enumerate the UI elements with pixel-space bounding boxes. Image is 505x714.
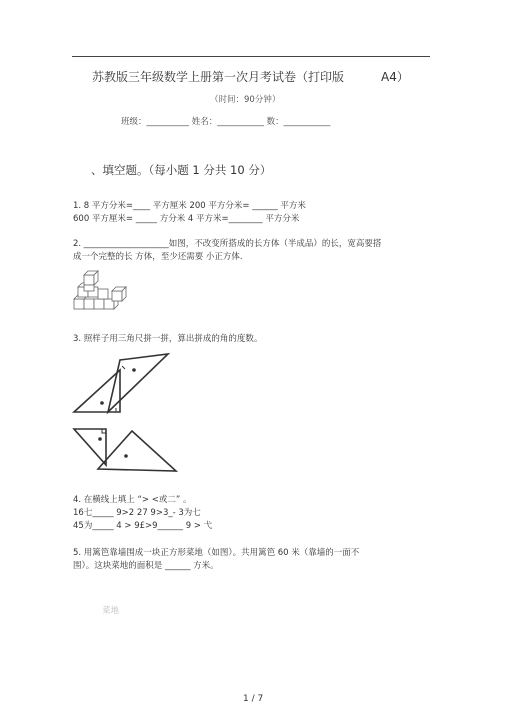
question-4-line-3: 45为_____ 4 > 9£>9______ 9 > 弋 — [73, 521, 213, 531]
question-2-line-2: 成一个完整的长 方体，至少还需要 小正方体. — [73, 252, 243, 262]
triangle-ruler-figure-2 — [72, 425, 182, 485]
cube-stack-figure — [72, 265, 132, 315]
question-1-line-1: 1. 8 平方分米=____ 平方厘米 200 平方分米= ______ 平方米 — [73, 201, 306, 211]
page-number: 1 / 7 — [243, 694, 264, 704]
question-5-line-1: 5. 用篱笆靠墙围成一块正方形菜地（如图）。共用篱笆 60 米（靠墙的一面不 — [73, 548, 360, 558]
vegetable-garden-label: 菜地 — [102, 606, 120, 616]
triangle-ruler-figure-1 — [72, 348, 172, 418]
question-4-line-2: 16七_____ 9>2 27 9>3_- 3为七 — [73, 508, 201, 518]
page-title: 苏教版三年级数学上册第一次月考试卷（打印版 — [92, 70, 345, 84]
page-title-suffix: A4） — [381, 70, 409, 84]
section-heading: 、填空题。（每小题 1 分共 10 分） — [91, 163, 272, 177]
question-3-line-1: 3. 照样子用三角尺拼一拼，算出拼成的角的度数。 — [73, 334, 263, 344]
question-2-line-1: 2. ____________________如图，不改变所搭成的长方体（半成品）的长，宽高要搭 — [73, 239, 382, 249]
student-info-line: 班级：__________ 姓名：___________ 数：___________ — [121, 117, 331, 127]
question-4-line-1: 4. 在横线上填上 “> <或二” 。 — [73, 495, 192, 505]
question-5-line-2: 围）。这块菜地的面积是 ______ 方米。 — [73, 561, 219, 571]
exam-time: （时间：90分钟） — [210, 95, 281, 105]
question-1-line-2: 600 平方厘米= _____ 方分米 4 平方米=________ 平方分米 — [73, 214, 300, 224]
header-rule — [72, 56, 430, 57]
